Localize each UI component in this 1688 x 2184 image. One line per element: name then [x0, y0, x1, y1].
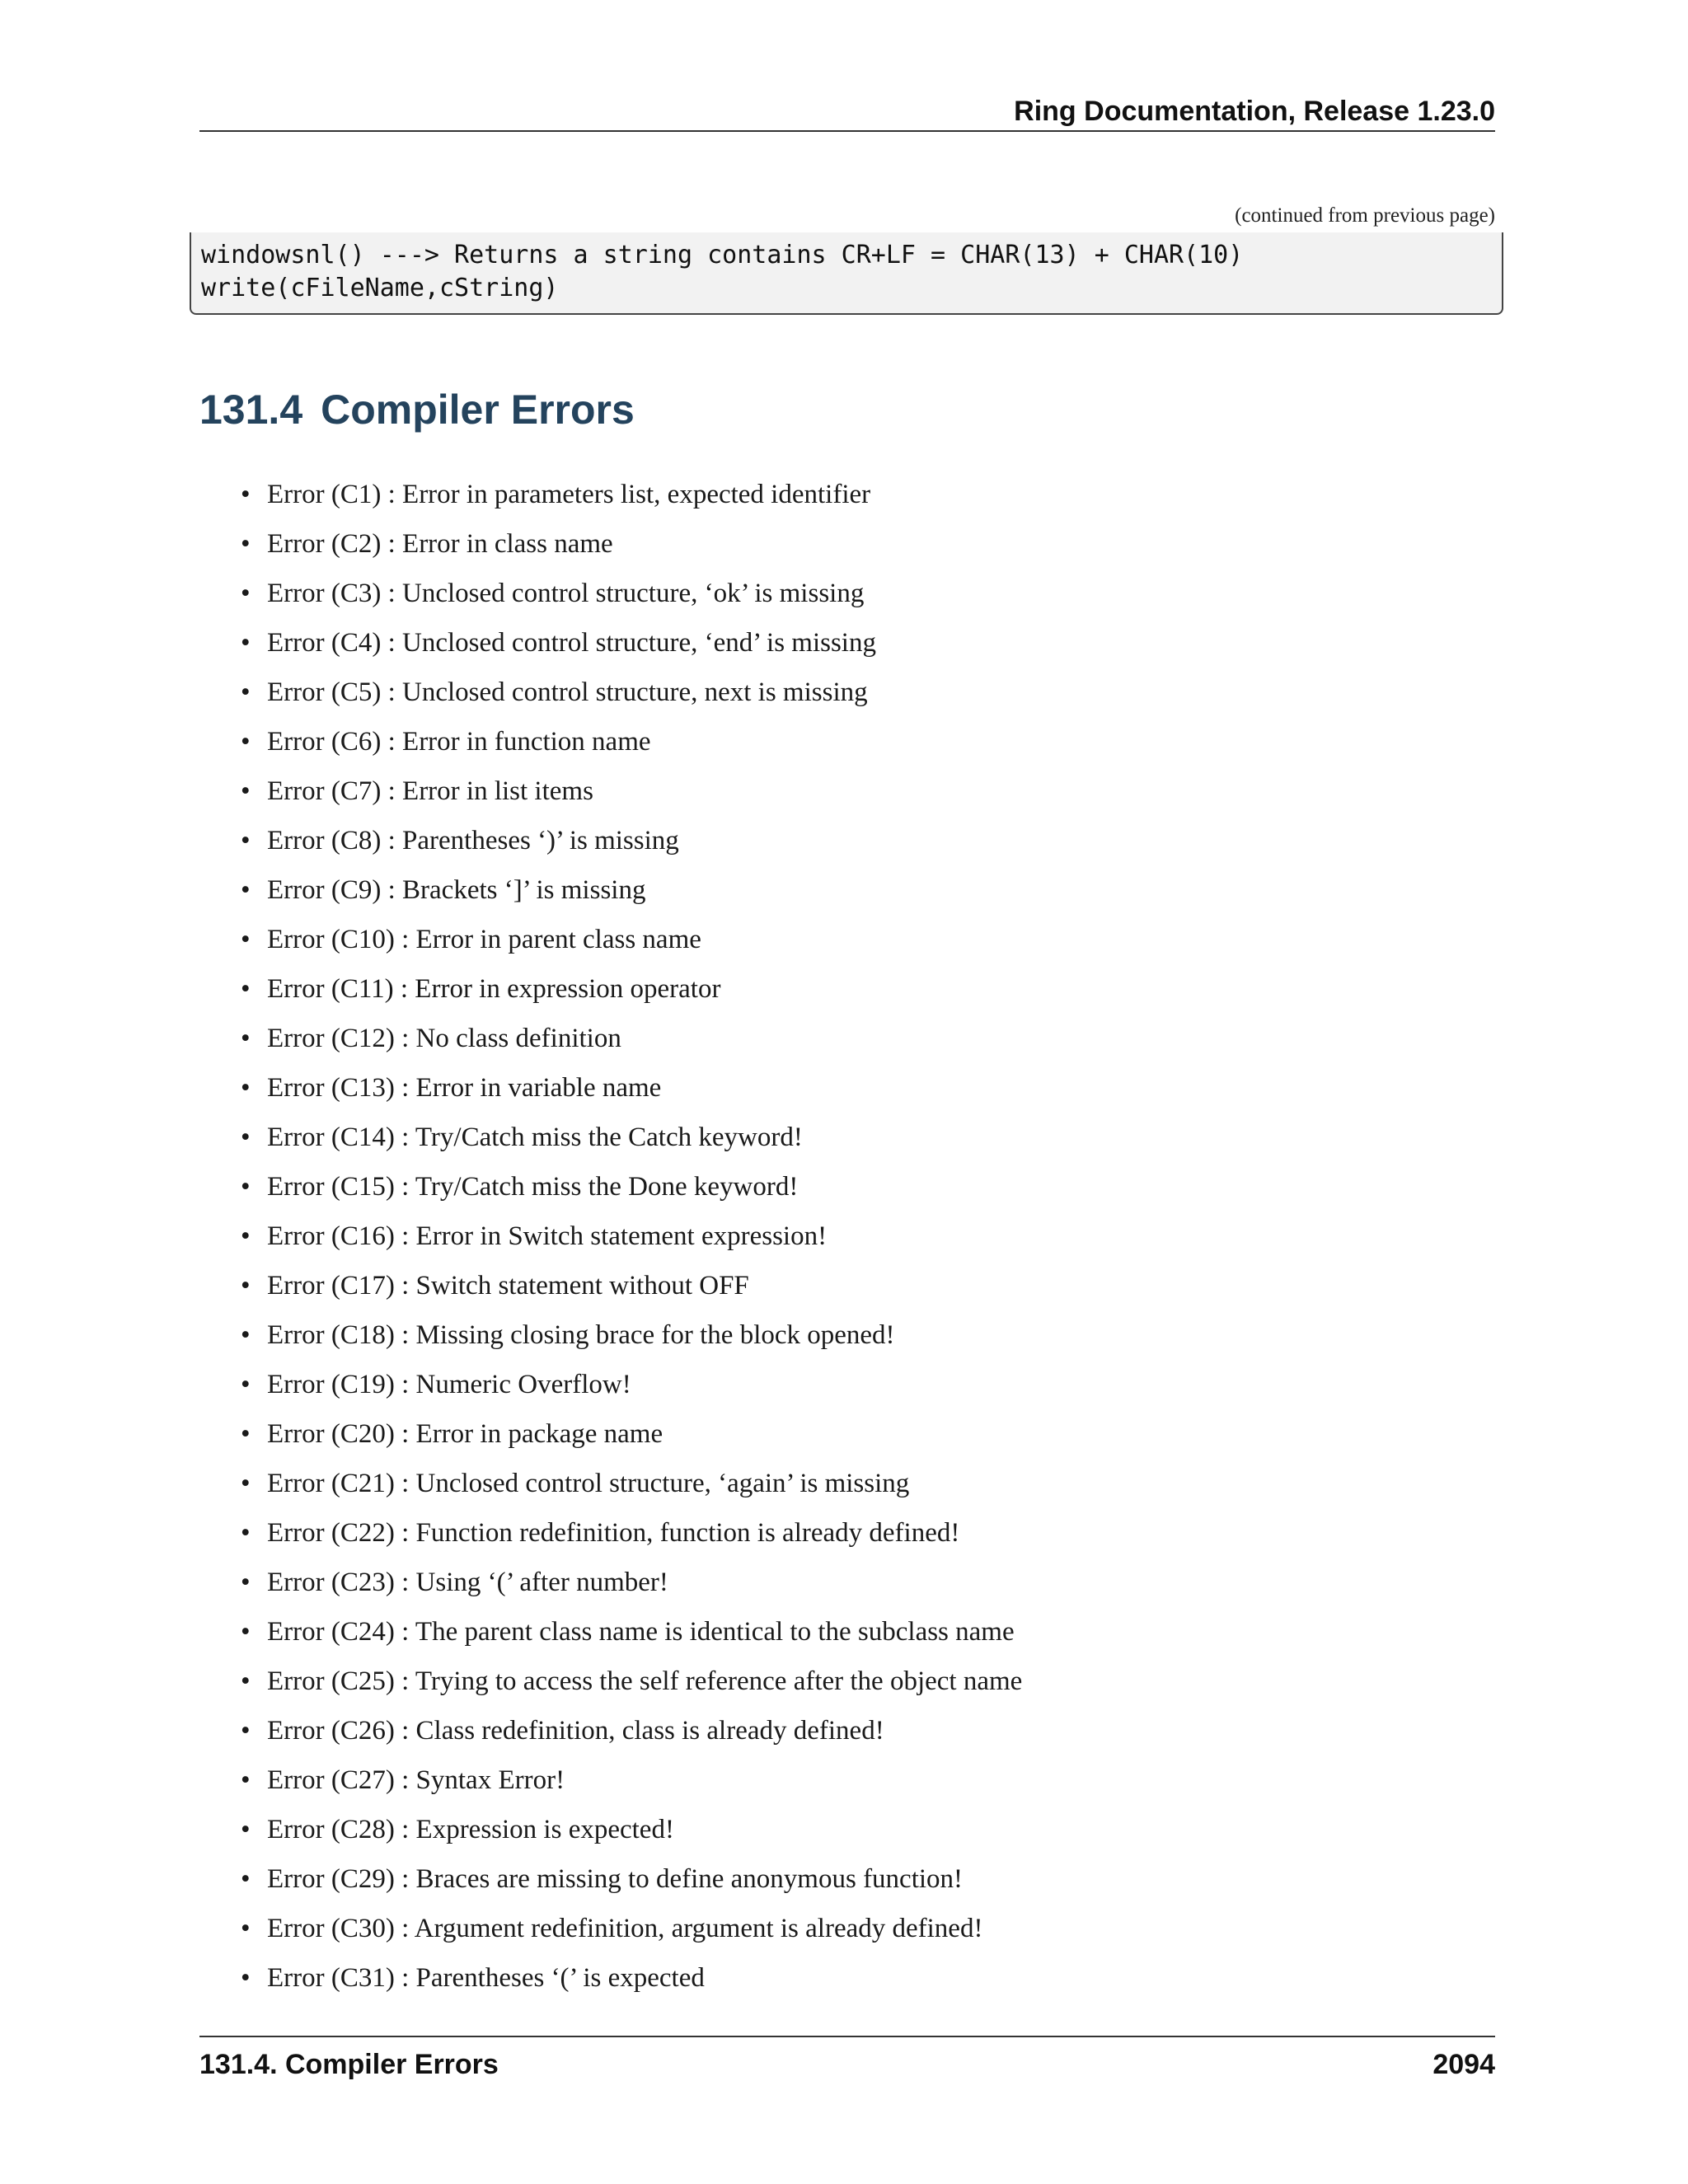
- list-item: [0, 1409, 1688, 1459]
- bullet-icon: •: [241, 1419, 251, 1449]
- list-item: [0, 1113, 1688, 1162]
- error-text: Error (C13) : Error in variable name: [267, 1073, 662, 1103]
- bullet-icon: •: [241, 1864, 251, 1894]
- bullet-icon: •: [241, 1073, 251, 1103]
- error-text: Error (C10) : Error in parent class name: [267, 925, 701, 954]
- error-text: Error (C12) : No class definition: [267, 1024, 621, 1053]
- bullet-icon: •: [241, 1568, 251, 1597]
- bullet-icon: •: [241, 727, 251, 757]
- list-item: [0, 1459, 1688, 1508]
- bullet-icon: •: [241, 925, 251, 954]
- error-text: Error (C1) : Error in parameters list, expected identifier: [267, 480, 871, 509]
- error-text: Error (C23) : Using ‘(’ after number!: [267, 1568, 668, 1597]
- bullet-icon: •: [241, 579, 251, 608]
- bullet-icon: •: [241, 875, 251, 905]
- bullet-icon: •: [241, 1617, 251, 1647]
- bullet-icon: •: [241, 1221, 251, 1251]
- error-text: Error (C2) : Error in class name: [267, 529, 613, 559]
- list-item: [0, 1558, 1688, 1607]
- error-text: Error (C17) : Switch statement without OFF: [267, 1271, 749, 1301]
- error-text: Error (C19) : Numeric Overflow!: [267, 1370, 631, 1399]
- error-text: Error (C11) : Error in expression operator: [267, 974, 721, 1004]
- list-item: [0, 1310, 1688, 1360]
- error-text: Error (C9) : Brackets ‘]’ is missing: [267, 875, 646, 905]
- bullet-icon: •: [241, 1271, 251, 1301]
- code-block: [190, 232, 1503, 315]
- continued-note: (continued from previous page): [1235, 204, 1495, 227]
- list-item: [0, 964, 1688, 1014]
- list-item: [0, 1212, 1688, 1261]
- list-item: [0, 1805, 1688, 1854]
- error-text: Error (C3) : Unclosed control structure, ‘ok’ is missing: [267, 579, 865, 608]
- bullet-icon: •: [241, 1122, 251, 1152]
- error-text: Error (C25) : Trying to access the self reference after the object name: [267, 1666, 1023, 1696]
- list-item: [0, 1854, 1688, 1904]
- error-text: Error (C18) : Missing closing brace for the block opened!: [267, 1320, 895, 1350]
- bullet-icon: •: [241, 1370, 251, 1399]
- error-text: Error (C21) : Unclosed control structure, ‘again’ is missing: [267, 1469, 910, 1498]
- error-text: Error (C16) : Error in Switch statement expression!: [267, 1221, 828, 1251]
- bullet-icon: •: [241, 480, 251, 509]
- list-item: [0, 618, 1688, 668]
- code-line: windowsnl() ---> Returns a string contains CR+LF = CHAR(13) + CHAR(10): [201, 241, 1244, 269]
- list-item: [0, 816, 1688, 865]
- list-item: [0, 1162, 1688, 1212]
- error-text: Error (C24) : The parent class name is identical to the subclass name: [267, 1617, 1015, 1647]
- list-item: [0, 1755, 1688, 1805]
- list-item: [0, 1953, 1688, 2003]
- list-item: [0, 569, 1688, 618]
- code-line: write(cFileName,cString): [201, 274, 559, 302]
- list-item: [0, 915, 1688, 964]
- section-heading: Compiler Errors: [321, 387, 635, 433]
- bullet-icon: •: [241, 1815, 251, 1844]
- list-item: [0, 1657, 1688, 1706]
- error-text: Error (C29) : Braces are missing to define anonymous function!: [267, 1864, 964, 1894]
- section-title: [199, 381, 635, 438]
- footer-section: 131.4. Compiler Errors: [199, 2049, 499, 2080]
- list-item: [0, 519, 1688, 569]
- list-item: [0, 865, 1688, 915]
- list-item: [0, 1607, 1688, 1657]
- bullet-icon: •: [241, 1518, 251, 1548]
- bullet-icon: •: [241, 1469, 251, 1498]
- list-item: [0, 1706, 1688, 1755]
- list-item: [0, 1360, 1688, 1409]
- error-text: Error (C30) : Argument redefinition, argument is already defined!: [267, 1914, 983, 1943]
- page-header: [199, 92, 1495, 132]
- error-text: Error (C31) : Parentheses ‘(’ is expected: [267, 1963, 705, 1993]
- error-text: Error (C22) : Function redefinition, function is already defined!: [267, 1518, 960, 1548]
- bullet-icon: •: [241, 826, 251, 855]
- bullet-icon: •: [241, 1716, 251, 1746]
- bullet-icon: •: [241, 677, 251, 707]
- bullet-icon: •: [241, 776, 251, 806]
- section-number: 131.4: [199, 387, 303, 433]
- page-footer: [199, 2036, 1495, 2083]
- list-item: [0, 717, 1688, 766]
- error-text: Error (C15) : Try/Catch miss the Done keyword!: [267, 1172, 799, 1202]
- error-text: Error (C27) : Syntax Error!: [267, 1765, 565, 1795]
- bullet-icon: •: [241, 1666, 251, 1696]
- error-text: Error (C4) : Unclosed control structure, ‘end’ is missing: [267, 628, 876, 658]
- bullet-icon: •: [241, 1024, 251, 1053]
- bullet-icon: •: [241, 628, 251, 658]
- error-text: Error (C26) : Class redefinition, class is already defined!: [267, 1716, 884, 1746]
- list-item: [0, 470, 1688, 519]
- error-text: Error (C8) : Parentheses ‘)’ is missing: [267, 826, 679, 855]
- list-item: [0, 1508, 1688, 1558]
- list-item: [0, 1904, 1688, 1953]
- error-text: Error (C6) : Error in function name: [267, 727, 651, 757]
- error-text: Error (C5) : Unclosed control structure, next is missing: [267, 677, 868, 707]
- bullet-icon: •: [241, 529, 251, 559]
- bullet-icon: •: [241, 1172, 251, 1202]
- page-number: 2094: [1432, 2049, 1495, 2080]
- bullet-icon: •: [241, 974, 251, 1004]
- list-item: [0, 668, 1688, 717]
- list-item: [0, 1014, 1688, 1063]
- bullet-icon: •: [241, 1914, 251, 1943]
- error-list: [0, 470, 1688, 2003]
- bullet-icon: •: [241, 1963, 251, 1993]
- error-text: Error (C20) : Error in package name: [267, 1419, 663, 1449]
- error-text: Error (C7) : Error in list items: [267, 776, 593, 806]
- error-text: Error (C28) : Expression is expected!: [267, 1815, 674, 1844]
- list-item: [0, 766, 1688, 816]
- bullet-icon: •: [241, 1765, 251, 1795]
- header-title: Ring Documentation, Release 1.23.0: [1014, 96, 1495, 127]
- bullet-icon: •: [241, 1320, 251, 1350]
- list-item: [0, 1261, 1688, 1310]
- list-item: [0, 1063, 1688, 1113]
- error-text: Error (C14) : Try/Catch miss the Catch keyword!: [267, 1122, 803, 1152]
